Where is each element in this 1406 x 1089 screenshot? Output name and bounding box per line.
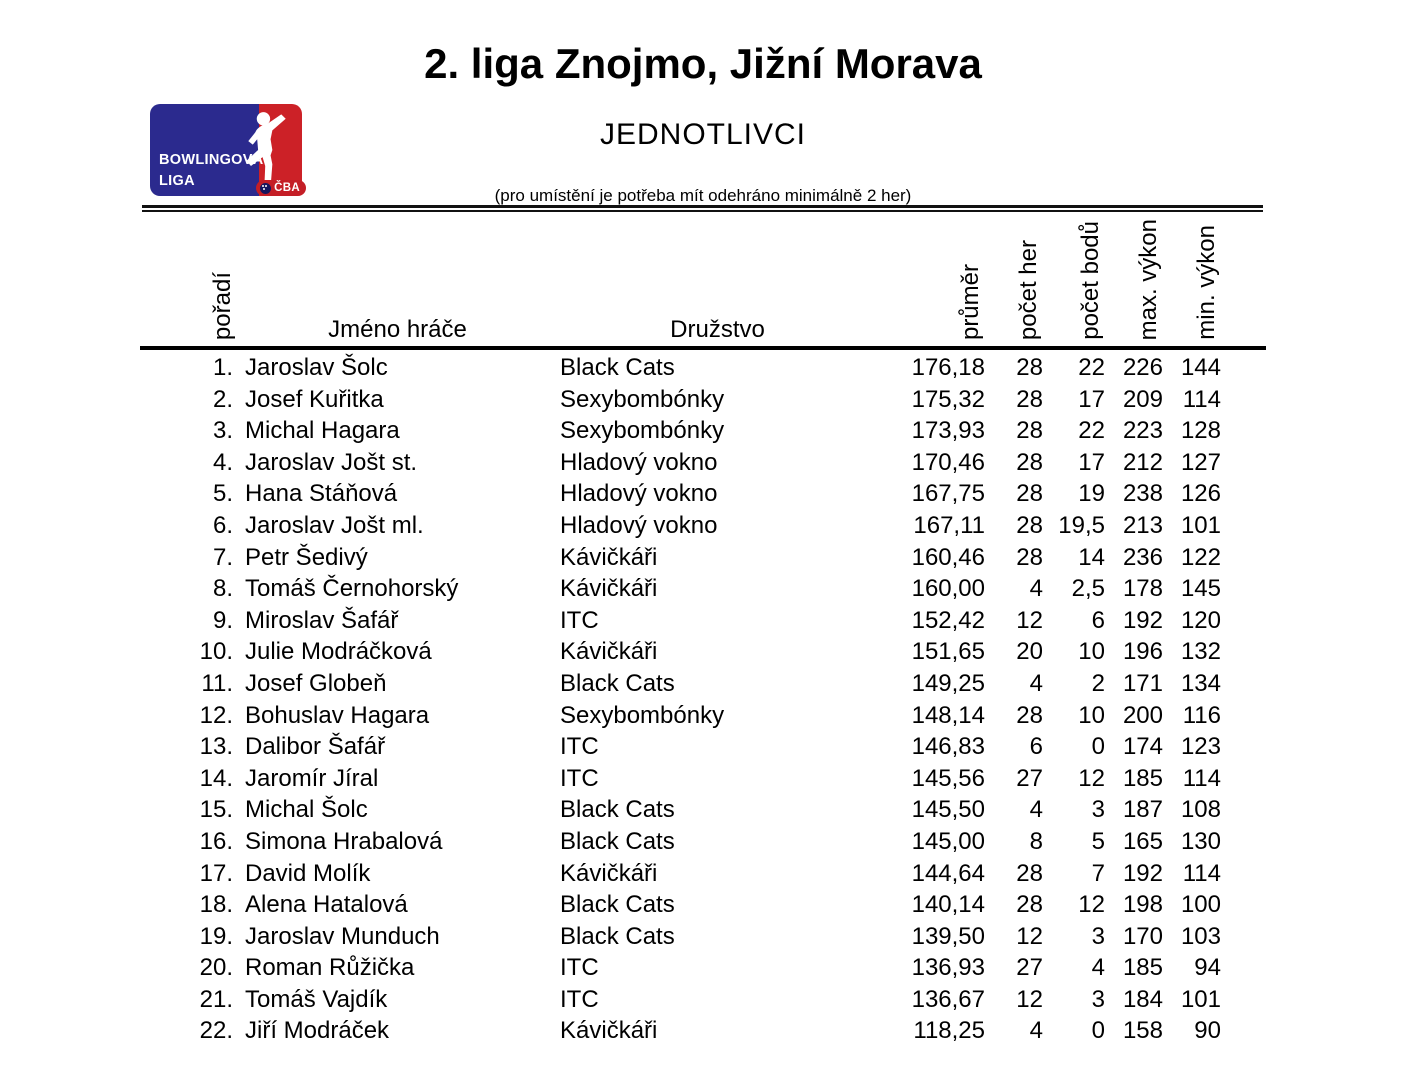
cba-badge-label: ČBA	[274, 182, 300, 194]
cell-games: 28	[1016, 480, 1043, 508]
table-row	[140, 1015, 1266, 1047]
table-header-row	[140, 212, 1266, 350]
cell-avg: 167,11	[913, 511, 985, 539]
cell-team: Kávičkáři	[560, 1017, 658, 1045]
cell-rank: 5.	[212, 480, 233, 508]
cell-rank: 18.	[199, 891, 233, 919]
table-row	[140, 921, 1266, 953]
cell-games: 28	[1016, 354, 1043, 381]
cell-team: Hladový vokno	[560, 448, 718, 476]
cell-points: 3	[1091, 796, 1105, 824]
table-row	[140, 826, 1266, 858]
cell-min: 100	[1180, 891, 1221, 919]
cell-max: 170	[1122, 922, 1163, 950]
cell-name: Julie Modráčková	[245, 638, 432, 666]
cell-team: Kávičkáři	[560, 575, 658, 603]
cell-name: Josef Globeň	[245, 669, 387, 697]
cell-max: 171	[1122, 669, 1163, 697]
cell-min: 132	[1180, 638, 1221, 666]
cell-name: Tomáš Vajdík	[245, 985, 388, 1013]
column-header-average: průměr	[957, 263, 984, 340]
cell-name: Alena Hatalová	[245, 891, 408, 919]
column-header-name: Jméno hráče	[328, 316, 467, 343]
cell-games: 6	[1029, 733, 1043, 761]
cell-min: 120	[1180, 606, 1221, 634]
cell-avg: 160,00	[911, 575, 985, 603]
cell-max: 238	[1122, 480, 1163, 508]
cell-avg: 170,46	[911, 448, 985, 476]
cell-avg: 176,18	[911, 354, 985, 381]
cell-games: 12	[1016, 985, 1043, 1013]
cell-avg: 173,93	[911, 417, 985, 445]
cell-points: 2	[1091, 669, 1105, 697]
cell-max: 187	[1122, 796, 1163, 824]
table-row	[140, 794, 1266, 826]
cell-avg: 160,46	[911, 543, 985, 571]
cell-max: 223	[1122, 417, 1163, 445]
cell-team: Black Cats	[560, 827, 675, 855]
cell-team: Black Cats	[560, 796, 675, 824]
cell-name: Jaroslav Šolc	[245, 354, 388, 381]
cell-avg: 167,75	[911, 480, 985, 508]
cell-games: 27	[1016, 764, 1043, 792]
column-header-rank: pořadí	[209, 271, 236, 340]
cell-team: Black Cats	[560, 891, 675, 919]
cell-rank: 14.	[199, 764, 233, 792]
cell-team: Kávičkáři	[560, 543, 658, 571]
table-row	[140, 447, 1266, 479]
cell-team: ITC	[560, 733, 599, 761]
cell-avg: 139,50	[911, 922, 985, 950]
cell-rank: 13.	[199, 733, 233, 761]
cell-rank: 2.	[212, 385, 233, 413]
cba-badge	[256, 180, 306, 196]
cell-points: 3	[1091, 922, 1105, 950]
cell-name: Miroslav Šafář	[245, 606, 399, 634]
cell-max: 213	[1122, 511, 1163, 539]
cell-max: 178	[1122, 575, 1163, 603]
cell-max: 200	[1122, 701, 1163, 729]
cell-avg: 140,14	[911, 891, 985, 919]
cell-name: Josef Kuřitka	[245, 385, 384, 413]
cell-max: 196	[1122, 638, 1163, 666]
cell-points: 22	[1078, 417, 1105, 445]
cell-min: 116	[1182, 701, 1221, 729]
cell-games: 12	[1016, 606, 1043, 634]
table-row	[140, 573, 1266, 605]
table-row	[140, 415, 1266, 447]
cell-name: Hana Stáňová	[245, 480, 398, 508]
cell-points: 12	[1078, 891, 1105, 919]
cell-rank: 19.	[199, 922, 233, 950]
cell-name: Roman Růžička	[245, 954, 415, 982]
cell-rank: 4.	[212, 448, 233, 476]
cell-points: 6	[1091, 606, 1105, 634]
cell-name: Tomáš Černohorský	[245, 575, 459, 603]
double-rule	[142, 205, 1263, 212]
table-row	[140, 636, 1266, 668]
cell-points: 10	[1078, 701, 1105, 729]
cell-points: 0	[1091, 733, 1105, 761]
cell-min: 145	[1180, 575, 1221, 603]
logo-line2: LIGA	[159, 173, 195, 189]
cell-games: 28	[1016, 701, 1043, 729]
cell-rank: 15.	[199, 796, 233, 824]
cell-min: 101	[1180, 985, 1221, 1013]
cell-max: 174	[1122, 733, 1163, 761]
cell-max: 209	[1122, 385, 1163, 413]
cell-games: 4	[1029, 575, 1043, 603]
cell-team: ITC	[560, 985, 599, 1013]
cell-max: 185	[1122, 764, 1163, 792]
cell-rank: 20.	[199, 954, 233, 982]
cell-max: 236	[1122, 543, 1163, 571]
page-title: 2. liga Znojmo, Jižní Morava	[424, 40, 982, 87]
cell-points: 19,5	[1058, 511, 1105, 539]
column-header-min: min. výkon	[1193, 225, 1220, 340]
logo-wordmark	[159, 150, 264, 192]
table-row	[140, 510, 1266, 542]
cell-team: Kávičkáři	[560, 859, 658, 887]
cell-min: 123	[1180, 733, 1221, 761]
cell-name: David Molík	[245, 859, 371, 887]
table-row	[140, 700, 1266, 732]
standings-table	[140, 212, 1266, 1047]
cell-rank: 17.	[199, 859, 233, 887]
section-subtitle: JEDNOTLIVCI	[599, 118, 807, 151]
column-header-games: počet her	[1015, 239, 1042, 340]
cell-games: 28	[1016, 891, 1043, 919]
cell-avg: 152,42	[911, 606, 985, 634]
cell-avg: 175,32	[911, 385, 985, 413]
cell-avg: 145,50	[911, 796, 985, 824]
cell-points: 12	[1078, 764, 1105, 792]
cell-points: 17	[1078, 448, 1105, 476]
cell-rank: 6.	[212, 511, 233, 539]
table-row	[140, 952, 1266, 984]
cell-name: Jaroslav Jošt ml.	[245, 511, 424, 539]
table-row	[140, 384, 1266, 416]
cell-max: 165	[1122, 827, 1163, 855]
cell-team: Hladový vokno	[560, 511, 718, 539]
cell-name: Jaroslav Munduch	[245, 922, 440, 950]
cell-name: Michal Hagara	[245, 417, 400, 445]
table-row	[140, 763, 1266, 795]
cell-games: 27	[1016, 954, 1043, 982]
cell-rank: 11.	[201, 669, 233, 697]
cell-min: 114	[1182, 859, 1221, 887]
cell-name: Bohuslav Hagara	[245, 701, 430, 729]
cell-min: 103	[1180, 922, 1221, 950]
cell-max: 184	[1122, 985, 1163, 1013]
cell-min: 144	[1180, 354, 1221, 381]
cell-games: 12	[1016, 922, 1043, 950]
cell-team: Black Cats	[560, 922, 675, 950]
cell-min: 128	[1180, 417, 1221, 445]
cell-min: 130	[1180, 827, 1221, 855]
table-row	[140, 668, 1266, 700]
cell-name: Simona Hrabalová	[245, 827, 443, 855]
cell-max: 185	[1122, 954, 1163, 982]
cell-max: 158	[1122, 1017, 1163, 1045]
cell-name: Michal Šolc	[245, 796, 368, 824]
cell-games: 28	[1016, 417, 1043, 445]
table-row	[140, 858, 1266, 890]
cell-points: 19	[1078, 480, 1105, 508]
cell-min: 90	[1194, 1017, 1221, 1045]
table-row	[140, 605, 1266, 637]
cell-points: 22	[1078, 354, 1105, 381]
table-body	[140, 352, 1266, 1047]
cell-team: Black Cats	[560, 669, 675, 697]
cell-games: 28	[1016, 511, 1043, 539]
cell-games: 8	[1029, 827, 1043, 855]
cell-points: 10	[1078, 638, 1105, 666]
table-row	[140, 889, 1266, 921]
cell-points: 7	[1091, 859, 1105, 887]
cell-games: 20	[1016, 638, 1043, 666]
table-row	[140, 731, 1266, 763]
cell-games: 28	[1016, 448, 1043, 476]
column-header-team: Družstvo	[670, 316, 765, 343]
cell-avg: 151,65	[911, 638, 985, 666]
cell-team: Sexybombónky	[560, 701, 725, 729]
cell-rank: 9.	[212, 606, 233, 634]
cell-min: 134	[1180, 669, 1221, 697]
cell-avg: 145,00	[911, 827, 985, 855]
table-row	[140, 478, 1266, 510]
cell-rank: 1.	[212, 354, 233, 381]
cell-min: 127	[1180, 448, 1221, 476]
logo-line1: BOWLINGOVÁ	[159, 152, 264, 168]
cell-points: 17	[1078, 385, 1105, 413]
cell-max: 192	[1122, 859, 1163, 887]
cell-games: 28	[1016, 385, 1043, 413]
cell-rank: 16.	[199, 827, 233, 855]
cell-team: Black Cats	[560, 354, 675, 381]
cell-name: Jaromír Jíral	[245, 764, 379, 792]
cell-points: 4	[1091, 954, 1105, 982]
bowling-ball-icon	[260, 183, 271, 194]
cell-avg: 145,56	[911, 764, 985, 792]
cell-max: 198	[1122, 891, 1163, 919]
table-row	[140, 352, 1266, 384]
column-header-max: max. výkon	[1135, 218, 1162, 340]
cell-team: Kávičkáři	[560, 638, 658, 666]
cell-team: Sexybombónky	[560, 417, 725, 445]
cell-min: 94	[1194, 954, 1221, 982]
cell-avg: 149,25	[911, 669, 985, 697]
cell-team: ITC	[560, 606, 599, 634]
cell-max: 192	[1122, 606, 1163, 634]
cell-points: 0	[1091, 1017, 1105, 1045]
column-header-points: počet bodů	[1077, 221, 1104, 340]
cell-team: Hladový vokno	[560, 480, 718, 508]
cell-games: 4	[1029, 669, 1043, 697]
cell-min: 101	[1180, 511, 1221, 539]
cell-min: 114	[1182, 764, 1221, 792]
cell-max: 212	[1122, 448, 1163, 476]
cell-rank: 12.	[199, 701, 233, 729]
qualification-note: (pro umístění je potřeba mít odehráno minimálně 2 her)	[494, 186, 912, 205]
cell-avg: 146,83	[911, 733, 985, 761]
cell-name: Dalibor Šafář	[245, 733, 386, 761]
cell-points: 5	[1091, 827, 1105, 855]
cell-min: 108	[1180, 796, 1221, 824]
cell-avg: 144,64	[911, 859, 985, 887]
cell-name: Jaroslav Jošt st.	[245, 448, 418, 476]
cell-rank: 21.	[199, 985, 233, 1013]
cell-team: ITC	[560, 764, 599, 792]
cell-rank: 10.	[199, 638, 233, 666]
cell-rank: 8.	[212, 575, 233, 603]
cell-team: Sexybombónky	[560, 385, 725, 413]
cell-avg: 136,67	[911, 985, 985, 1013]
cell-name: Petr Šedivý	[245, 543, 368, 571]
cell-team: ITC	[560, 954, 599, 982]
cell-max: 226	[1122, 354, 1163, 381]
cell-games: 4	[1029, 1017, 1043, 1045]
cell-rank: 22.	[199, 1017, 233, 1045]
cell-avg: 136,93	[911, 954, 985, 982]
cell-avg: 148,14	[911, 701, 985, 729]
cell-points: 14	[1078, 543, 1105, 571]
cell-games: 28	[1016, 859, 1043, 887]
table-row	[140, 984, 1266, 1016]
cell-points: 2,5	[1071, 575, 1105, 603]
cell-name: Jiří Modráček	[245, 1017, 390, 1045]
cell-rank: 7.	[212, 543, 233, 571]
cell-min: 126	[1180, 480, 1221, 508]
cell-games: 28	[1016, 543, 1043, 571]
cell-min: 122	[1180, 543, 1221, 571]
cell-rank: 3.	[212, 417, 233, 445]
cell-games: 4	[1029, 796, 1043, 824]
cell-min: 114	[1182, 385, 1221, 413]
table-row	[140, 542, 1266, 574]
cell-avg: 118,25	[913, 1017, 985, 1045]
cell-points: 3	[1091, 985, 1105, 1013]
